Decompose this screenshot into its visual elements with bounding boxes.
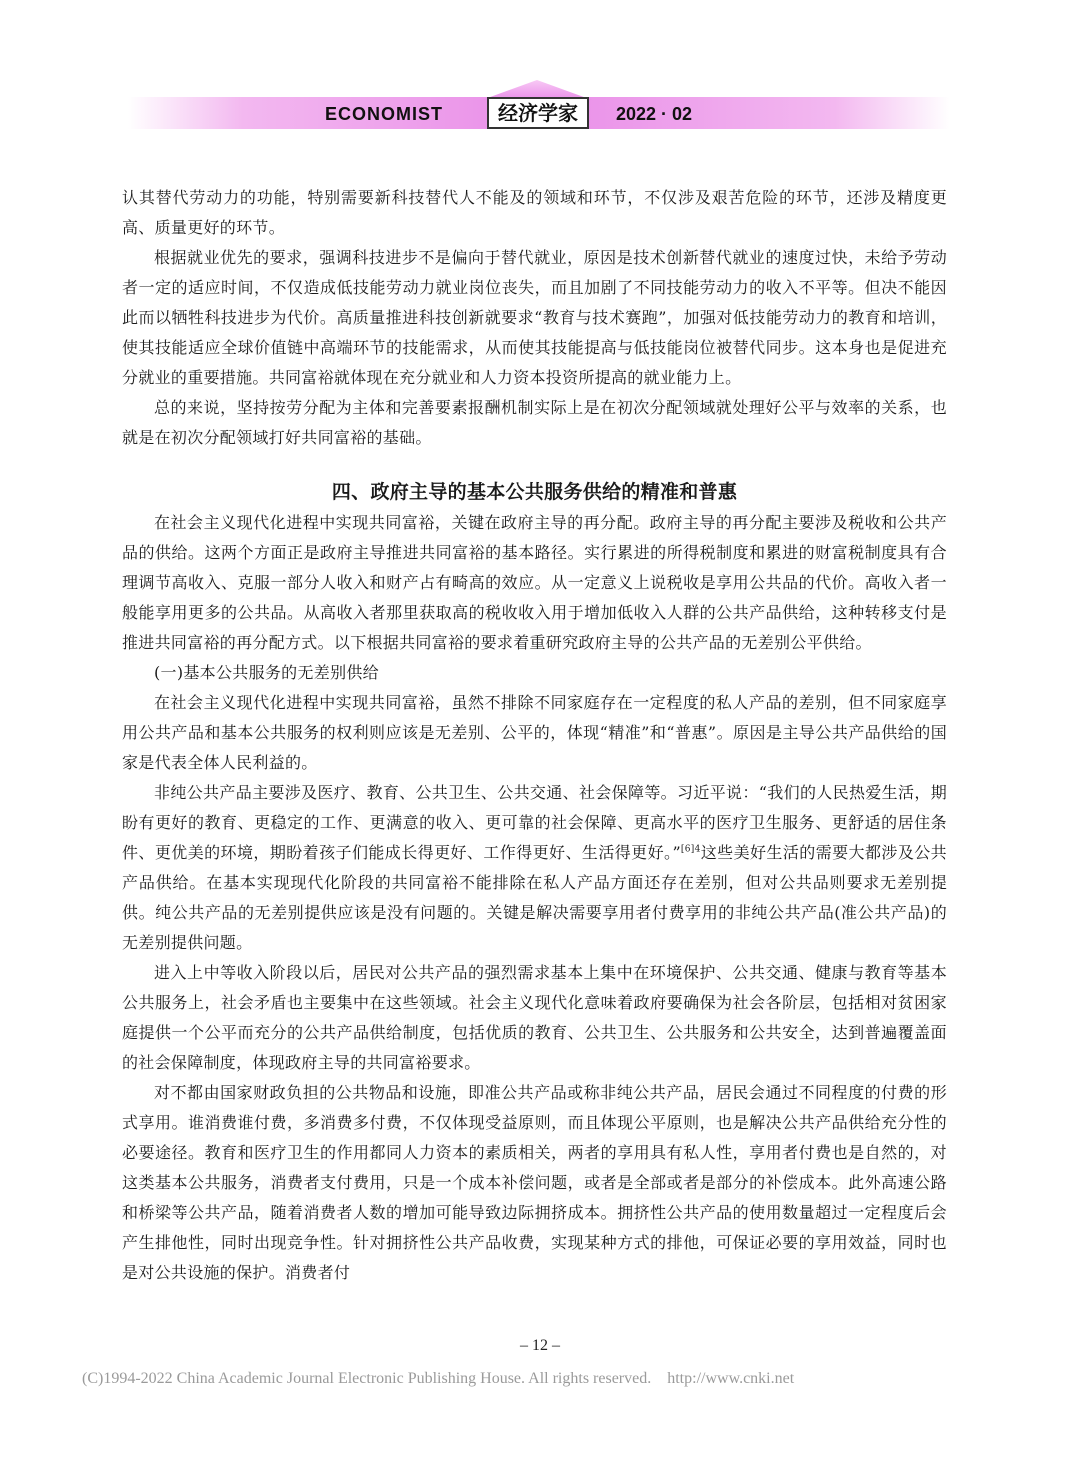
citation-reference: [6]4 (680, 844, 701, 855)
paragraph: 进入上中等收入阶段以后，居民对公共产品的强烈需求基本上集中在环境保护、公共交通、健康与教育等基本公共服务上，社会矛盾也主要集中在这些领域。社会主义现代化意味着政府要确保为社会各阶层，包括相对贫困家庭提供一个公平而充分的公共产品供给制度，包括优质的教育、公共卫生、公共服务和公共安全，达到普遍覆盖面的社会保障制度，体现政府主导的共同富裕要求。 (122, 963, 947, 1072)
paragraph: 根据就业优先的要求，强调科技进步不是偏向于替代就业，原因是技术创新替代就业的速度过快，未给予劳动者一定的适应时间，不仅造成低技能劳动力就业岗位丧失，而且加剧了不同技能劳动力的收入不平等。但决不能因此而以牺牲科技进步为代价。高质量推进科技创新就要求“教育与技术赛跑”，加强对低技能劳动力的教育和培训，使其技能适应全球价值链中高端环节的技能需求，从而使其技能提高与低技能岗位被替代同步。这本身也是促进充分就业的重要措施。共同富裕就体现在充分就业和人力资本投资所提高的就业能力上。 (122, 248, 947, 387)
subsection-heading: (一)基本公共服务的无差别供给 (154, 663, 379, 682)
journal-name-chinese: 经济学家 (487, 97, 589, 129)
page-number: – 12 – (520, 1337, 560, 1354)
paragraph (122, 778, 947, 958)
paragraph: 对不都由国家财政负担的公共物品和设施，即准公共产品或称非纯公共产品，居民会通过不同程度的付费的形式享用。谁消费谁付费，多消费多付费，不仅体现受益原则，而且体现公平原则，也是解决公共产品供给充分性的必要途径。教育和医疗卫生的作用都同人力资本的素质相关，两者的享用具有私人性，享用者付费也是自然的，对这类基本公共服务，消费者支付费用，只是一个成本补偿问题，或者是全部或者是部分的补偿成本。此外高速公路和桥梁等公共产品，随着消费者人数的增加可能导致边际拥挤成本。拥挤性公共产品的使用数量超过一定程度后会产生排他性，同时出现竞争性。针对拥挤性公共产品收费，实现某种方式的排他，可保证必要的享用效益，同时也是对公共设施的保护。消费者付 (122, 1083, 947, 1282)
paragraph-text: 这些美好生活的需要大都涉及公共产品供给。在基本实现现代化阶段的共同富裕不能排除在私人产品方面还存在差别，但对公共品则要求无差别提供。纯公共产品的无差别提供应该是没有问题的。关键是解决需要享用者付费享用的非纯公共产品(准公共产品)的无差别提供问题。 (122, 843, 947, 952)
journal-name-english: ECONOMIST (325, 104, 444, 124)
section-heading: 四、政府主导的基本公共服务供给的精准和普惠 (331, 481, 738, 503)
paragraph: 在社会主义现代化进程中实现共同富裕，关键在政府主导的再分配。政府主导的再分配主要涉及税收和公共产品的供给。这两个方面正是政府主导推进共同富裕的基本路径。实行累进的所得税制度和累进的财富税制度具有合理调节高收入、克服一部分人收入和财产占有畸高的效应。从一定意义上说税收是享用公共品的代价。高收入者一般能享用更多的公共品。从高收入者那里获取高的税收收入用于增加低收入人群的公共产品供给，这种转移支付是推进共同富裕的再分配方式。以下根据共同富裕的要求着重研究政府主导的公共产品的无差别公平供给。 (122, 513, 947, 652)
paragraph: 总的来说，坚持按劳分配为主体和完善要素报酬机制实际上是在初次分配领域就处理好公平与效率的关系，也就是在初次分配领域打好共同富裕的基础。 (122, 398, 947, 447)
paragraph: 在社会主义现代化进程中实现共同富裕，虽然不排除不同家庭存在一定程度的私人产品的差别，但不同家庭享用公共产品和基本公共服务的权利则应该是无差别、公平的，体现“精准”和“普惠”。原因是主导公共产品供给的国家是代表全体人民利益的。 (122, 693, 947, 772)
paragraph: 认其替代劳动力的功能，特别需要新科技替代人不能及的领域和环节，不仅涉及艰苦危险的环节，还涉及精度更高、质量更好的环节。 (122, 188, 947, 237)
issue-number: 2022 · 02 (616, 104, 693, 124)
paragraph-text: 非纯公共产品主要涉及医疗、教育、公共卫生、公共交通、社会保障等。习近平说：“我们的人民热爱生活，期盼有更好的教育、更稳定的工作、更满意的收入、更可靠的社会保障、更高水平的医疗卫生服务、更舒适的居住条件、更优美的环境，期盼着孩子们能成长得更好、工作得更好、生活得更好。” (122, 783, 947, 862)
copyright-notice: (C)1994-2022 China Academic Journal Electronic Publishing House. All rights reserved. http://www.cnki.net (82, 1370, 795, 1387)
article-body (122, 183, 947, 1288)
